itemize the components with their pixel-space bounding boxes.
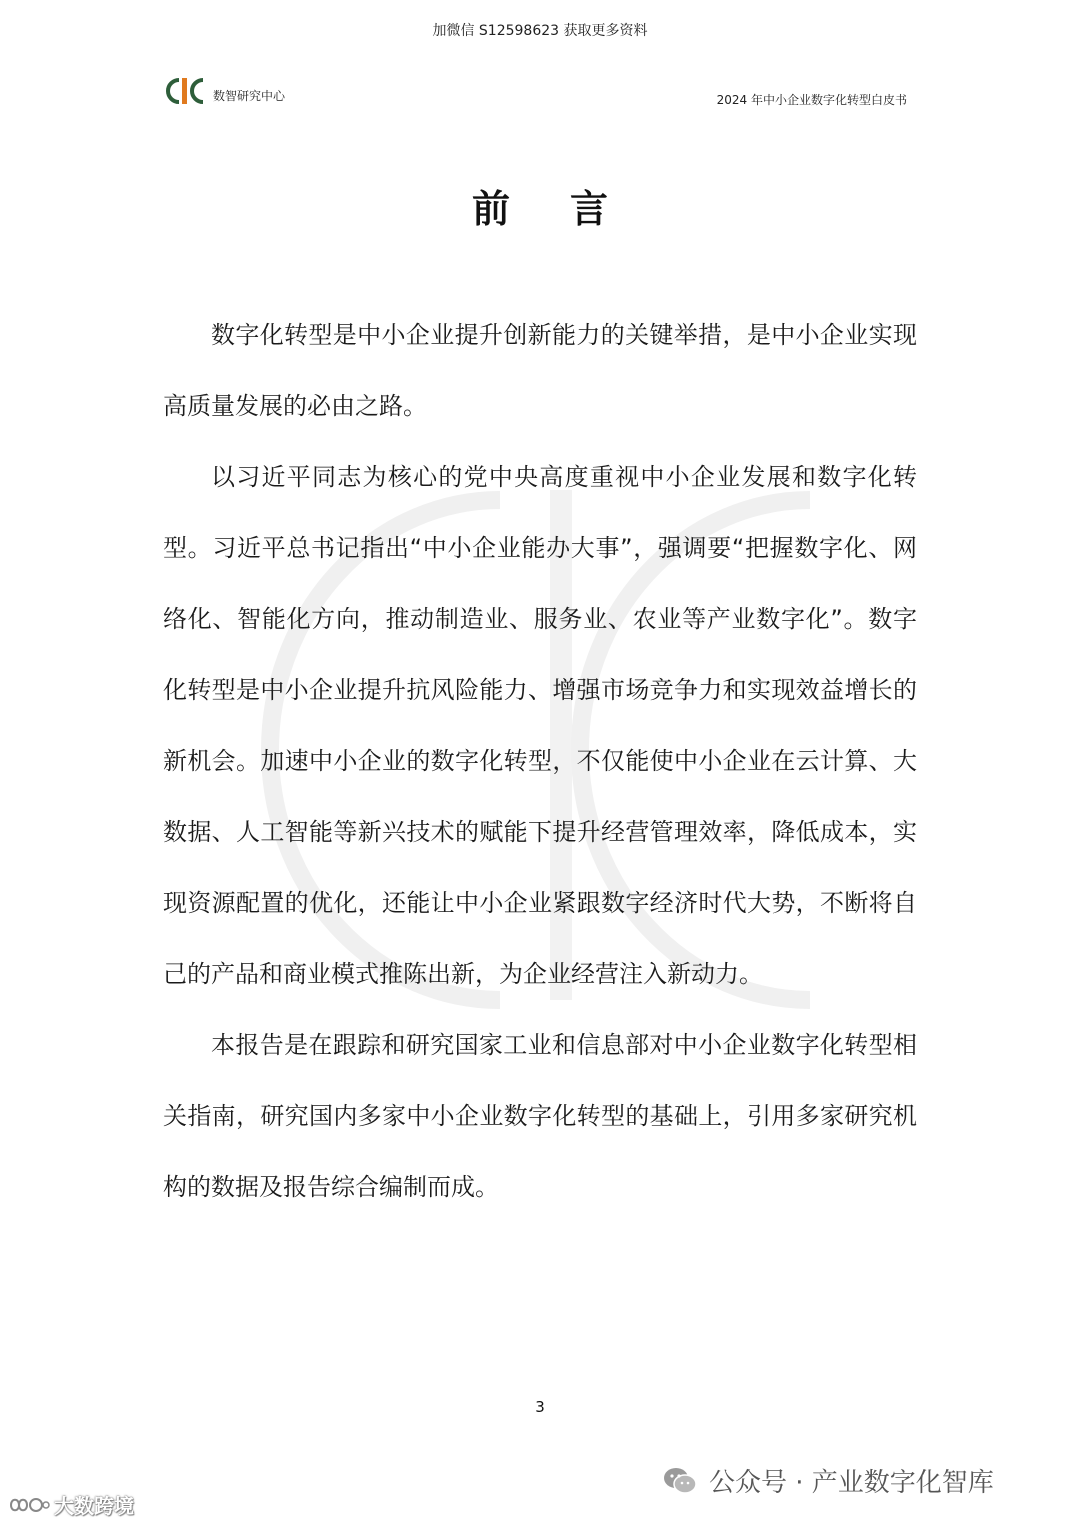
logo-text: 数智研究中心 (213, 89, 286, 103)
corner-watermark-label: 大数跨境 (54, 1494, 134, 1518)
corner-watermark (8, 1490, 134, 1519)
preface-body (163, 300, 917, 1223)
page-number: 3 (535, 1398, 545, 1416)
wechat-account-label: 公众号 · 产业数字化智库 (709, 1468, 994, 1498)
top-banner: 加微信 S12598623 获取更多资料 (432, 23, 648, 39)
cic-logo-icon (163, 74, 209, 108)
page-header (163, 74, 915, 114)
wechat-icon (663, 1467, 697, 1495)
document-title: 2024 年中小企业数字化转型白皮书 (716, 93, 907, 107)
paragraph: 本报告是在跟踪和研究国家工业和信息部对中小企业数字化转型相关指南，研究国内多家中小企业数字化转型的基础上，引用多家研究机构的数据及报告综合编制而成。 (163, 1031, 917, 1201)
logo (163, 74, 285, 108)
paragraph: 以习近平同志为核心的党中央高度重视中小企业发展和数字化转型。习近平总书记指出“中小企业能办大事”，强调要“把握数字化、网络化、智能化方向，推动制造业、服务业、农业等产业数字化”。数字化转型是中小企业提升抗风险能力、增强市场竞争力和实现效益增长的新机会。加速中小企业的数字化转型，不仅能使中小企业在云计算、大数据、人工智能等新兴技术的赋能下提升经营管理效率，降低成本，实现资源配置的优化，还能让中小企业紧跟数字经济时代大势，不断将自己的产品和商业模式推陈出新，为企业经营注入新动力。 (163, 463, 917, 988)
page-title: 前言 (471, 187, 668, 231)
wechat-account-tag (663, 1462, 994, 1499)
paragraph: 数字化转型是中小企业提升创新能力的关键举措，是中小企业实现高质量发展的必由之路。 (163, 321, 917, 420)
infinity-icon (8, 1494, 50, 1516)
